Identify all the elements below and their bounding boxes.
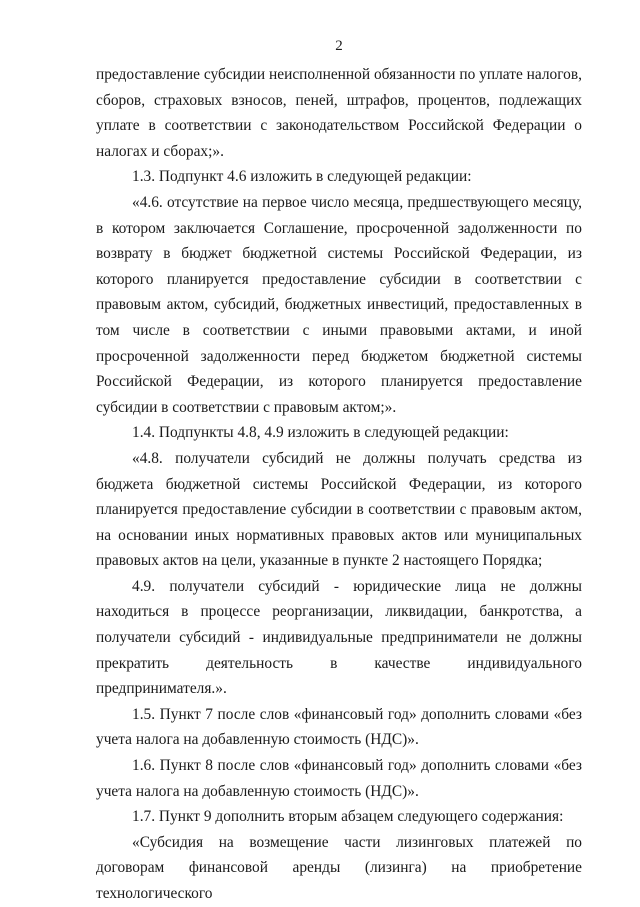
- paragraph-continuation: предоставление субсидии неисполненной обязанности по уплате налогов, сборов, страховых взносов, пеней, штрафов, процентов, подлежащих уплате в соответствии с законодательством Российской Федерации о налогах и сборах;».: [96, 66, 582, 160]
- page-number: 2: [335, 38, 343, 54]
- paragraph-1-3: 1.3. Подпункт 4.6 изложить в следующей редакции:: [132, 168, 472, 186]
- paragraph-1-5: 1.5. Пункт 7 после слов «финансовый год» дополнить словами «без учета налога на добавленную стоимость (НДС)».: [96, 705, 582, 749]
- paragraph-4-8: «4.8. получатели субсидий не должны получать средства из бюджета бюджетной системы Российской Федерации, из которого планируется предоставление субсидии в соответствии с правовым актом, на основании иных нормативных правовых актов или муниципальных правовых актов на цели, указанные в пункте 2 настоящего Порядка;: [96, 449, 582, 570]
- paragraph-4-9: 4.9. получатели субсидий - юридические лица не должны находиться в процессе реорганизации, ликвидации, банкротства, а получатели субсидий - индивидуальные предприниматели не должны прекратить деятельность в качестве индивидуального предпринимателя.».: [96, 577, 582, 698]
- paragraph-1-7: 1.7. Пункт 9 дополнить вторым абзацем следующего содержания:: [132, 808, 564, 826]
- paragraph-subsidy-leasing: «Субсидия на возмещение части лизинговых платежей по договорам финансовой аренды (лизинга) на приобретение технологического: [96, 833, 582, 902]
- paragraph-1-4: 1.4. Подпункты 4.8, 4.9 изложить в следующей редакции:: [132, 424, 509, 442]
- paragraph-4-6: «4.6. отсутствие на первое число месяца, предшествующего месяцу, в котором заключается Соглашение, просроченной задолженности по возврату в бюджет бюджетной системы Российской Федерации, из которого планируется предоставление субсидии в соответствии с правовым актом, субсидий, бюджетных инвестиций, предоставленных в том числе в соответствии с иными правовыми актами, и иной просроченной задолженности перед бюджетом бюджетной системы Российской Федерации, из которого планируется предоставление субсидии в соответствии с правовым актом;».: [96, 193, 582, 416]
- paragraph-1-6: 1.6. Пункт 8 после слов «финансовый год» дополнить словами «без учета налога на добавленную стоимость (НДС)».: [96, 757, 582, 800]
